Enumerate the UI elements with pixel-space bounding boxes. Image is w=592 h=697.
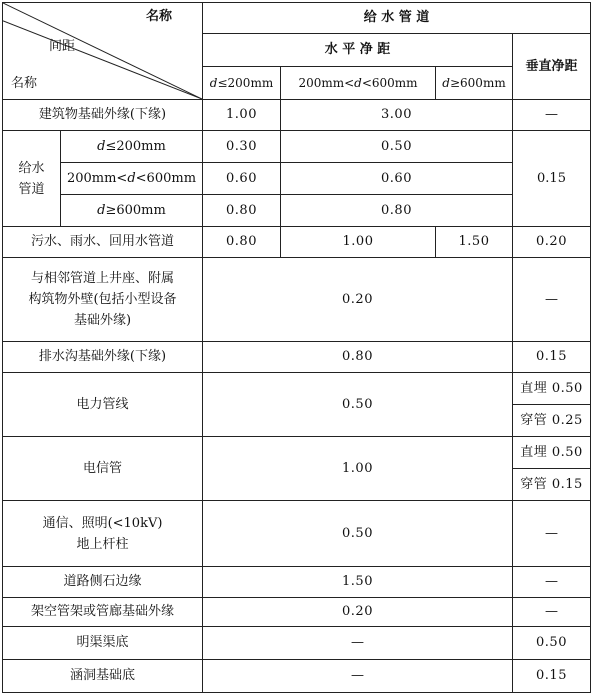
- vertical-value-cell: 0.50: [513, 627, 591, 660]
- corner-bottom-label: 名称: [11, 76, 38, 91]
- pipe-spacing-table: [2, 2, 591, 693]
- row-name: 排水沟基础外缘(下缘): [3, 342, 203, 373]
- corner-middle-label: 间距: [49, 39, 76, 54]
- table-row-curb: [3, 567, 591, 598]
- row-name: 电信管: [3, 437, 203, 501]
- value-cell: 3.00: [281, 100, 513, 131]
- vertical-distance-header: 垂直净距: [513, 34, 591, 100]
- vertical-value-cell: 直埋 0.50: [513, 373, 591, 405]
- col-header-text: ≤200mm: [217, 76, 274, 90]
- value-cell: 0.30: [203, 131, 281, 163]
- table-row-building: [3, 100, 591, 131]
- sub-row-text: <600mm: [135, 170, 197, 186]
- sub-row-label: [61, 195, 203, 227]
- col-header-d-ge-600: [436, 67, 513, 100]
- sub-row-label: [61, 131, 203, 163]
- value-cell: 0.20: [203, 258, 513, 342]
- d-symbol: d: [209, 76, 218, 90]
- row-name-line: 与相邻管道上井座、附属: [30, 271, 174, 286]
- col-header-text: ≥600mm: [449, 76, 506, 90]
- col-header-text: 200mm<: [298, 76, 355, 90]
- row-name-line: 构筑物外壁(包括小型设备: [28, 292, 177, 307]
- col-header-text: <600mm: [361, 76, 418, 90]
- value-cell: 0.50: [203, 501, 513, 567]
- vertical-value-cell: —: [513, 100, 591, 131]
- vertical-value-cell: 0.15: [513, 131, 591, 227]
- d-symbol: d: [127, 170, 136, 186]
- table-row-culvert: [3, 660, 591, 693]
- value-cell: 0.80: [203, 227, 281, 258]
- value-cell: —: [203, 660, 513, 693]
- corner-top-label: 名称: [145, 9, 172, 24]
- d-symbol: d: [97, 202, 106, 218]
- table-row-telecom-1: [3, 437, 591, 469]
- row-name: 建筑物基础外缘(下缘): [3, 100, 203, 131]
- value-cell: 1.00: [203, 437, 513, 501]
- row-name-line: 给水: [18, 160, 45, 176]
- sub-row-text: ≤200mm: [105, 138, 166, 154]
- row-name: 电力管线: [3, 373, 203, 437]
- vertical-value-cell: 穿管 0.25: [513, 405, 591, 437]
- sub-row-text: 200mm<: [66, 170, 128, 186]
- vertical-value-cell: —: [513, 258, 591, 342]
- value-cell: 0.80: [203, 195, 281, 227]
- sub-row-label: [61, 163, 203, 195]
- value-cell: 1.50: [203, 567, 513, 598]
- table-row-overhead: [3, 598, 591, 627]
- table-row-open-channel: [3, 627, 591, 660]
- table-row-water-supply-3: [3, 195, 591, 227]
- table-row-power-1: [3, 373, 591, 405]
- d-symbol: d: [354, 76, 362, 90]
- vertical-value-cell: 直埋 0.50: [513, 437, 591, 469]
- value-cell: 0.60: [281, 163, 513, 195]
- sub-row-text: ≥600mm: [105, 202, 166, 218]
- header-row-1: [3, 3, 591, 34]
- water-supply-group-header: 给 水 管 道: [203, 3, 591, 34]
- value-cell: —: [203, 627, 513, 660]
- vertical-value-cell: —: [513, 567, 591, 598]
- water-supply-label: [3, 131, 61, 227]
- row-name: 道路侧石边缘: [3, 567, 203, 598]
- row-name: 污水、雨水、回用水管道: [3, 227, 203, 258]
- value-cell: 0.80: [203, 342, 513, 373]
- vertical-value-cell: 穿管 0.15: [513, 469, 591, 501]
- d-symbol: d: [97, 138, 106, 154]
- d-symbol: d: [442, 76, 450, 90]
- value-cell: 1.00: [281, 227, 436, 258]
- vertical-value-cell: —: [513, 501, 591, 567]
- value-cell: 0.50: [281, 131, 513, 163]
- row-name: [3, 258, 203, 342]
- table-row-adjacent: [3, 258, 591, 342]
- row-name-line: 基础外缘): [73, 313, 132, 328]
- row-name: 涵洞基础底: [3, 660, 203, 693]
- row-name-line: 管道: [18, 181, 45, 197]
- table-row-sewage: [3, 227, 591, 258]
- horizontal-distance-header: 水 平 净 距: [203, 34, 513, 67]
- table-row-drain-ditch: [3, 342, 591, 373]
- value-cell: 1.00: [203, 100, 281, 131]
- corner-cell: [3, 3, 203, 100]
- row-name: [3, 501, 203, 567]
- col-header-d-le-200: [203, 67, 281, 100]
- value-cell: 0.50: [203, 373, 513, 437]
- value-cell: 0.60: [203, 163, 281, 195]
- row-name-line: 地上杆柱: [76, 536, 129, 552]
- value-cell: 0.80: [281, 195, 513, 227]
- table-row-water-supply-2: [3, 163, 591, 195]
- value-cell: 1.50: [436, 227, 513, 258]
- vertical-value-cell: 0.20: [513, 227, 591, 258]
- value-cell: 0.20: [203, 598, 513, 627]
- col-header-d-200-600: [281, 67, 436, 100]
- table-row-water-supply-1: [3, 131, 591, 163]
- vertical-value-cell: 0.15: [513, 342, 591, 373]
- table-row-comm-light: [3, 501, 591, 567]
- row-name: 明渠渠底: [3, 627, 203, 660]
- row-name-line: 通信、照明(<10kV): [42, 515, 163, 531]
- vertical-value-cell: —: [513, 598, 591, 627]
- vertical-value-cell: 0.15: [513, 660, 591, 693]
- row-name: 架空管架或管廊基础外缘: [3, 598, 203, 627]
